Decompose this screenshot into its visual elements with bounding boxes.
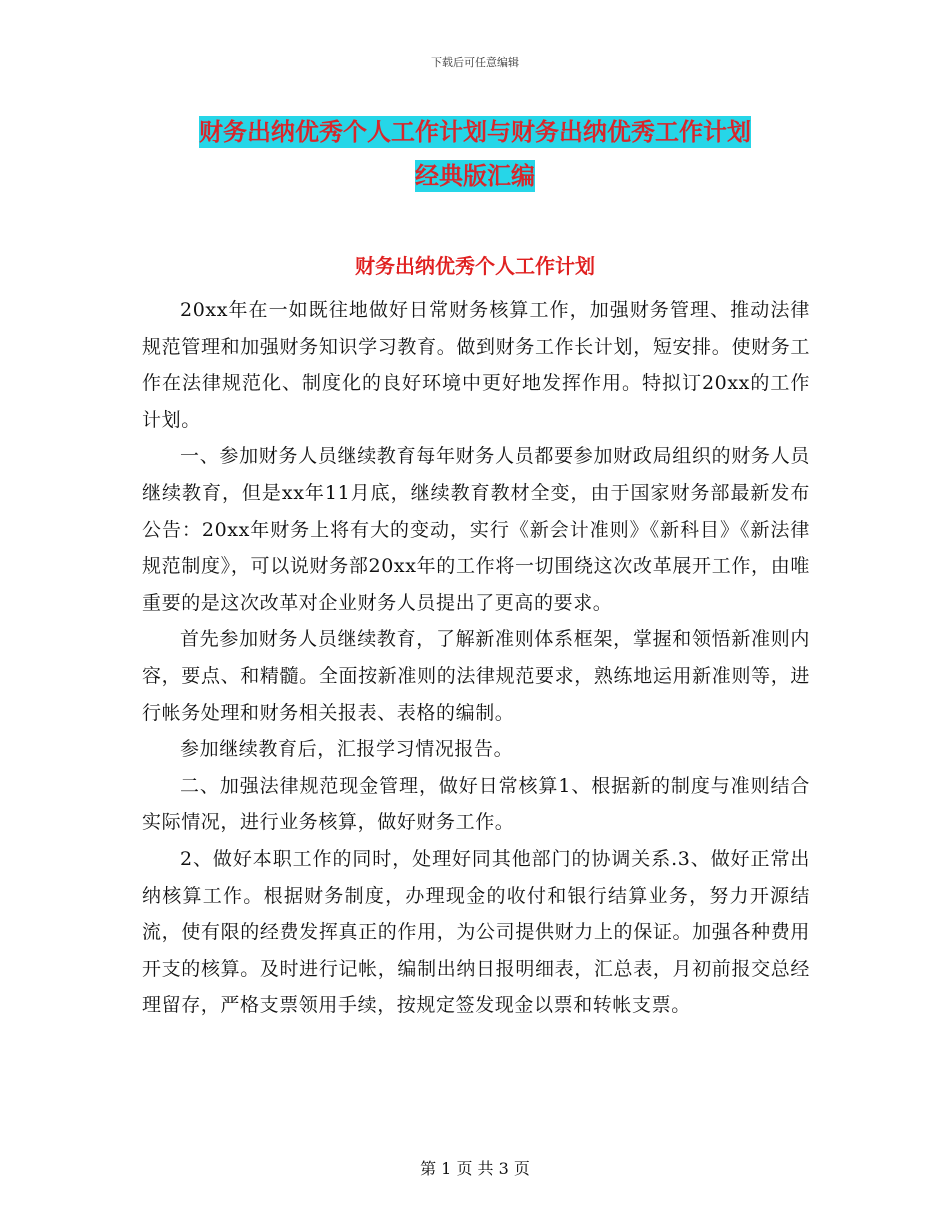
paragraph: 参加继续教育后，汇报学习情况报告。 — [180, 738, 514, 761]
paragraph: 一、参加财务人员继续教育每年财务人员都要参加财政局组织的财务人员继续教育，但是xx年11月底，继续教育教材全变，由于国家财务部最新发布公告：20xx年财务上将有大的变动，实行《新会计准则》《新科目》《新法律规范制度》，可以说财务部20xx年的工作将一切围绕这次改革展开工作，由唯重要的是这次改革对企业财务人员提出了更高的要求。 — [142, 445, 810, 614]
page-footer: 第 1 页 共 3 页 — [420, 1159, 530, 1178]
title-line-1: 财务出纳优秀个人工作计划与财务出纳优秀工作计划 — [199, 118, 751, 146]
section-title: 财务出纳优秀个人工作计划 — [355, 254, 595, 278]
document-title — [0, 110, 950, 198]
paragraph: 二、加强法律规范现金管理，做好日常核算1、根据新的制度与准则结合实际情况，进行业务核算，做好财务工作。 — [142, 774, 810, 834]
paragraph: 首先参加财务人员继续教育，了解新准则体系框架，掌握和领悟新准则内容，要点、和精髓。全面按新准则的法律规范要求，熟练地运用新准则等，进行帐务处理和财务相关报表、表格的编制。 — [142, 628, 810, 724]
title-line-2: 经典版汇编 — [415, 162, 535, 190]
body-text — [142, 292, 810, 1024]
paragraph: 2、做好本职工作的同时，处理好同其他部门的协调关系.3、做好正常出纳核算工作。根据财务制度，办理现金的收付和银行结算业务，努力开源结流，使有限的经费发挥真正的作用，为公司提供财力上的保证。加强各种费用开支的核算。及时进行记帐，编制出纳日报明细表，汇总表，月初前报交总经理留存，严格支票领用手续，按规定签发现金以票和转帐支票。 — [142, 847, 810, 1017]
header-note: 下载后可任意编辑 — [431, 56, 519, 69]
paragraph: 20xx年在一如既往地做好日常财务核算工作，加强财务管理、推动法律规范管理和加强财务知识学习教育。做到财务工作长计划，短安排。使财务工作在法律规范化、制度化的良好环境中更好地发挥作用。特拟订20xx的工作计划。 — [142, 299, 810, 431]
